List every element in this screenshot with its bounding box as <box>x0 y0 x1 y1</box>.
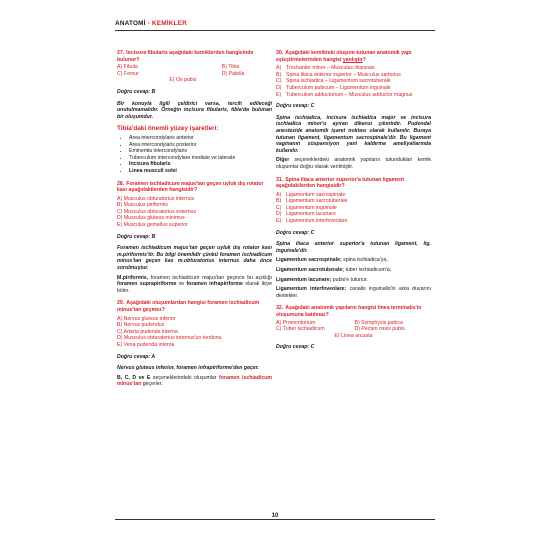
option-text: Spina ischiadica – Ligamentum sacrotuberale <box>286 78 391 85</box>
para-lead: M.piriformis, <box>117 274 149 281</box>
list-item: • Linea musculi solei <box>129 168 272 175</box>
page-number: 10 <box>271 513 279 519</box>
header-separator: - <box>145 20 152 27</box>
list-item: • Eminentia intercondylaris <box>129 148 272 155</box>
option-letter: C) <box>276 78 282 85</box>
definition-term: Ligamentum sacrotuberale; <box>276 267 345 274</box>
option-b: B) Nervus pudendus <box>117 322 165 329</box>
explanation-31: Spina iliaca anterior superior'a tutunan ligament, lig. inguinale'dir. <box>276 241 431 254</box>
option-d <box>276 85 431 92</box>
option-a <box>276 65 431 72</box>
option-b: B) Tibia <box>221 64 240 71</box>
option-e: E) Linea arcuata <box>334 332 373 339</box>
option-text: Tuberculum pubicum – Ligamentum inguinale <box>286 84 391 91</box>
option-b: B) Symphysis pubica <box>354 319 403 326</box>
para-text: foramen ischiadicum majus'tan geçince bu açıklığı <box>148 274 272 281</box>
options-29 <box>117 316 272 349</box>
option-d <box>276 211 431 218</box>
question-text: Aşağıdaki oluşumlardan hangisi foramen ischiadicum minus'tan geçmez? <box>117 300 260 313</box>
option-a: A) Nervus gluteus inferior <box>117 315 176 322</box>
definition <box>276 277 431 284</box>
definition <box>276 257 431 264</box>
explanation-30: Spina ischiadica, incisura ischiadica major ve incisura ischiadica minor'u ayıran dikensi çıkıntıdır. Pudendal anestezide anatomik işaret noktası olarak kullanılır. Buraya tutunan ligament, ligamentum sacrospinale'dir. Bu ligament vaginanın süspansiyon yani kaldırma ameliyatlarında kullanılır. <box>276 114 431 154</box>
option-text: Tuberculum adductorium – Musculus adductor magnus <box>286 91 413 98</box>
option-c <box>276 205 431 212</box>
question-28 <box>117 181 272 194</box>
list-item: • Incisura fibularis <box>129 161 272 168</box>
option-text: Ligamentum interfoveolare <box>286 218 348 225</box>
option-c <box>276 78 431 85</box>
question-number: 31. <box>276 176 284 183</box>
question-31 <box>276 177 431 190</box>
option-text: Ligamentum sacrotuberale <box>286 198 348 205</box>
paragraph-30 <box>276 157 431 170</box>
option-d: D) Musculus gluteus minimus <box>117 215 185 222</box>
option-letter: D) <box>276 84 282 91</box>
question-text: Foramen ischiadicum majus'tan geçen uyluk dış rotator kası aşağıdakilerden hangisidir? <box>117 180 264 194</box>
definition-term: Ligamentum sacrospinale; <box>276 257 342 264</box>
answer-32: Doğru cevap: C <box>276 344 315 351</box>
question-number: 28. <box>117 180 125 187</box>
para-lead: Diğer <box>276 157 290 164</box>
question-text: Aşağıdaki anatomik yapıların hangisi linea terminalis'in oluşumuna katılmaz? <box>276 305 422 318</box>
option-a: A) Fibula <box>117 64 138 71</box>
option-letter: D) <box>276 211 282 218</box>
para-text: seçeneklerindeki oluşumlar <box>150 374 220 381</box>
para-red: foramen ischiadicum minus'tan <box>117 374 273 388</box>
header-rule <box>115 30 435 31</box>
para-bold: foramen suprapiriforme <box>117 281 177 288</box>
para-text: olarak ikiye böler. <box>117 281 272 294</box>
option-letter: A) <box>276 191 282 198</box>
option-e: E) Vena pudenda interna <box>117 341 175 348</box>
header-topic: KEMİKLER <box>151 20 187 27</box>
question-emphasis: yanlıştır <box>342 56 363 63</box>
left-column <box>117 50 272 388</box>
list-item: • Area intercondylaris anterior <box>129 135 272 142</box>
question-32 <box>276 305 431 318</box>
options-27 <box>117 64 272 84</box>
question-27 <box>117 50 272 63</box>
question-number: 30. <box>276 50 284 56</box>
option-text: Spina iliaca anterior superior – Musculus sartorius <box>286 71 401 78</box>
definition-desc: tuber ischiadicum'a, <box>344 267 392 274</box>
option-d: D) Pecten ossis pubis <box>354 326 405 333</box>
option-letter: E) <box>276 91 282 98</box>
definition-term: Ligamentum interfoveolare; <box>276 286 347 293</box>
definition <box>276 267 431 274</box>
para-text: ve <box>176 281 187 288</box>
option-letter: C) <box>276 204 282 211</box>
explanation-27: Bir konuyla ilgili çeldirici varsa, tercih edileceği unutulmamalıdır. Örneğin incisura fibularis, tibia'da bulunan bir oluşumdur. <box>117 100 272 120</box>
definition-desc: canalis inguinalis'in arka duvarını destekler. <box>276 286 431 299</box>
option-e <box>276 218 431 225</box>
explanation-28: Foramen ischiadicum majus'tan geçen uyluk dış rotator kası m.piriformis'tir. Bu bilgi önemlidir çünkü foramen ischiadicum minus'tan geçen kas m.obturatorius internus daha önce sorulmuştur. <box>117 245 272 272</box>
option-e: E) Musculus gemellus superior <box>117 222 188 229</box>
list-item: • Area intercondylaris posterior <box>129 142 272 149</box>
option-e <box>276 92 431 99</box>
answer-28: Doğru cevap: B <box>117 233 156 240</box>
question-30 <box>276 50 431 63</box>
option-text: Trochanter minor – Musculus iliopsoas <box>286 65 375 72</box>
para-bold: foramen infrapiriforme <box>186 281 243 288</box>
option-c: C) Femur <box>117 70 139 77</box>
option-e: E) Os pubis <box>169 77 197 84</box>
options-30 <box>276 65 431 98</box>
option-text: Ligamentum inguinale <box>286 204 337 211</box>
list-item: • Tuberculum intercondylare mediale ve laterale <box>129 155 272 162</box>
option-text: Ligamentum lacunare <box>286 211 336 218</box>
tibia-section-title: Tibia'daki önemli yüzey işaretleri: <box>117 125 219 133</box>
definition-desc: pubis'e tutunur. <box>331 276 368 283</box>
question-text: Incisura fibularis aşağıdaki kemiklerden hangisinde bulunur? <box>117 50 254 63</box>
option-letter: B) <box>276 198 282 205</box>
question-text: Aşağıdaki kemikteki oluşum-tutunan anatomik yapı eşleştirmelerinden hangisi <box>276 50 412 63</box>
option-b <box>276 72 431 79</box>
question-number: 32. <box>276 305 284 312</box>
paragraph-29 <box>117 375 272 388</box>
answer-27: Doğru cevap: B <box>117 88 156 95</box>
option-letter: E) <box>276 218 282 225</box>
option-b: B) Musculus piriformis <box>117 202 169 209</box>
footer-rule <box>115 519 435 520</box>
question-29 <box>117 300 272 313</box>
option-text: Ligamentum sacrospinale <box>286 191 346 198</box>
answer-31: Doğru cevap: C <box>276 229 315 236</box>
right-column <box>276 50 431 356</box>
options-31 <box>276 192 431 225</box>
answer-30: Doğru cevap: C <box>276 103 315 110</box>
header-subject: ANATOMİ <box>115 20 146 27</box>
option-letter: A) <box>276 65 282 72</box>
option-a: A) Musculus obturatorius internus <box>117 195 195 202</box>
definition <box>276 286 431 299</box>
answer-29: Doğru cevap: A <box>117 353 156 360</box>
definition-desc: spina ischiadica'ya, <box>341 257 388 264</box>
question-number: 27. <box>117 50 125 56</box>
option-b <box>276 198 431 205</box>
paragraph-28 <box>117 275 272 295</box>
option-letter: B) <box>276 71 282 78</box>
explanation-29: Nervus gluteus inferior, foramen infrapiriforme'den geçer. <box>117 365 259 372</box>
option-c: C) Tuber ischiadicum <box>276 326 325 333</box>
option-d: D) Musculus obturatorius internus'un tendonu <box>117 335 222 342</box>
para-text: seçeneklerdeki anatomik yapıların tutunduklari kemik oluşumlar doğru olarak verilmiştir. <box>276 157 431 170</box>
option-d: D) Patella <box>221 70 245 77</box>
running-header <box>115 20 187 27</box>
option-a <box>276 192 431 199</box>
options-28 <box>117 196 272 229</box>
para-text: geçerler. <box>141 381 163 388</box>
question-number: 29. <box>117 300 125 307</box>
para-lead: B, C, D ve E <box>117 374 151 381</box>
question-end: ? <box>362 56 366 63</box>
options-32 <box>276 320 431 340</box>
option-c: C) Musculus obturatorius externus <box>117 208 196 215</box>
option-a: A) Promontorium <box>276 319 316 326</box>
tibia-list <box>117 135 272 175</box>
option-c: C) Arteria pudenda interna <box>117 328 178 335</box>
question-text: Spina iliaca anterior superior'a tutunan ligament aşağıdakilerden hangisidir? <box>276 176 405 190</box>
definition-term: Ligamentum lacunare; <box>276 276 332 283</box>
